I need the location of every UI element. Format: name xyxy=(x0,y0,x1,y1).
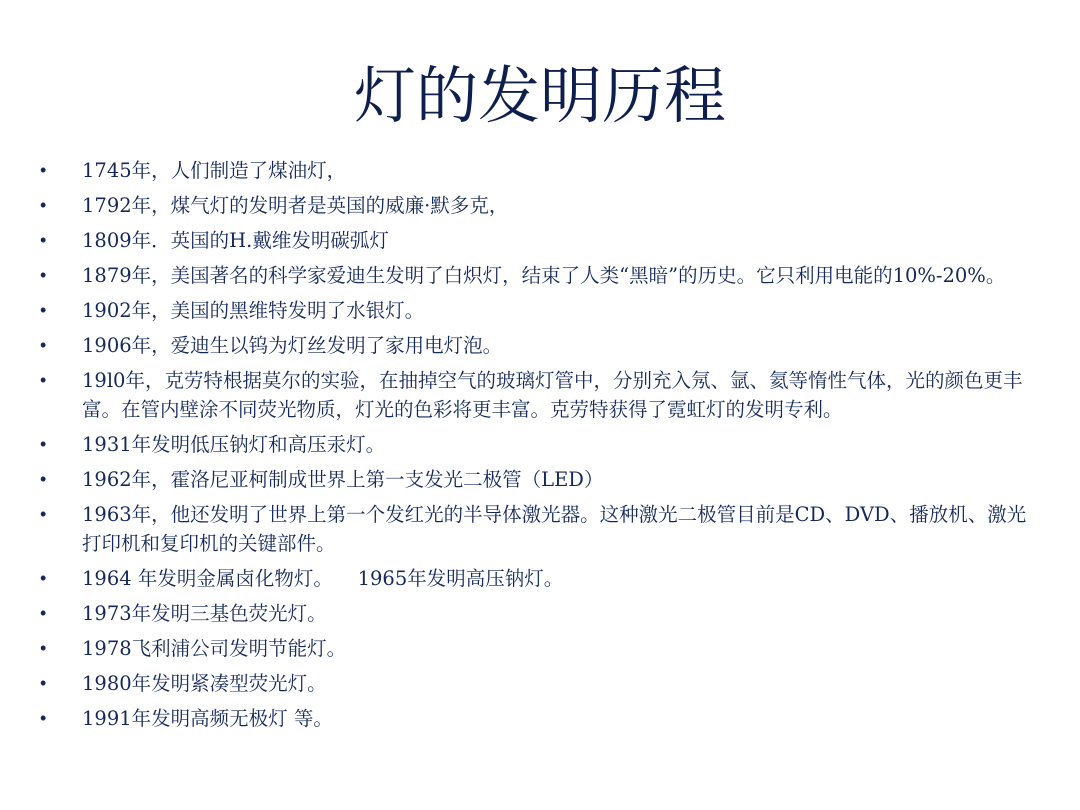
bullet-dot-icon: • xyxy=(40,708,47,728)
bullet-text: 1792年，煤气灯的发明者是英国的威廉·默多克， xyxy=(82,194,509,217)
bullet-dot-icon: • xyxy=(40,300,47,320)
bullet-dot-icon: • xyxy=(40,469,47,489)
bullet-text: 1906年，爱迪生以钨为灯丝发明了家用电灯泡。 xyxy=(82,334,503,357)
bullet-item xyxy=(0,465,1080,494)
bullet-text: 1991年发明高频无极灯 等。 xyxy=(82,707,333,730)
bullet-text: 19l0年，克劳特根据莫尔的实验，在抽掉空气的玻璃灯管中，分别充入氖、氩、氦等惰性气体，光的颜色更丰富。在管内壁涂不同荧光物质，灯光的色彩将更丰富。克劳特获得了霓虹灯的发明专利。 xyxy=(82,369,1023,421)
bullet-text: 1964 年发明金属卤化物灯。 1965年发明高压钠灯。 xyxy=(82,567,564,590)
bullet-item xyxy=(0,704,1080,733)
bullet-dot-icon: • xyxy=(40,265,47,285)
bullet-dot-icon: • xyxy=(40,370,47,390)
bullet-dot-icon: • xyxy=(40,504,47,524)
bullet-dot-icon: • xyxy=(40,434,47,454)
bullet-item xyxy=(0,296,1080,325)
bullet-item xyxy=(0,599,1080,628)
bullet-text: 1973年发明三基色荧光灯。 xyxy=(82,602,327,625)
bullet-dot-icon: • xyxy=(40,230,47,250)
bullet-item xyxy=(0,366,1080,424)
bullet-dot-icon: • xyxy=(40,603,47,623)
bullet-item xyxy=(0,191,1080,220)
bullet-text: 1809年．英国的H.戴维发明碳弧灯 xyxy=(82,229,389,252)
bullet-item xyxy=(0,634,1080,663)
bullet-item xyxy=(0,331,1080,360)
bullet-dot-icon: • xyxy=(40,160,47,180)
bullet-item xyxy=(0,500,1080,558)
bullet-dot-icon: • xyxy=(40,335,47,355)
bullet-dot-icon: • xyxy=(40,568,47,588)
bullet-item xyxy=(0,430,1080,459)
bullet-text: 1879年，美国著名的科学家爱迪生发明了白炽灯，结束了人类“黑暗”的历史。它只利用电能的10%-20%。 xyxy=(82,264,1006,287)
bullet-item xyxy=(0,669,1080,698)
bullet-text: 1902年，美国的黑维特发明了水银灯。 xyxy=(82,299,425,322)
bullet-item xyxy=(0,156,1080,185)
bullet-item xyxy=(0,564,1080,593)
bullet-dot-icon: • xyxy=(40,195,47,215)
slide-title: 灯的发明历程 xyxy=(353,59,726,132)
bullet-text: 1745年，人们制造了煤油灯， xyxy=(82,159,347,182)
bullet-text: 1978飞利浦公司发明节能灯。 xyxy=(82,637,347,660)
bullet-dot-icon: • xyxy=(40,673,47,693)
bullet-item xyxy=(0,226,1080,255)
bullet-text: 1963年，他还发明了世界上第一个发红光的半导体激光器。这种激光二极管目前是CD、DVD、播放机、激光打印机和复印机的关键部件。 xyxy=(82,503,1027,555)
bullet-dot-icon: • xyxy=(40,638,47,658)
bullet-text: 1962年，霍洛尼亚柯制成世界上第一支发光二极管（LED） xyxy=(82,468,604,491)
bullet-item xyxy=(0,261,1080,290)
bullet-text: 1980年发明紧凑型荧光灯。 xyxy=(82,672,327,695)
bullet-text: 1931年发明低压钠灯和高压汞灯。 xyxy=(82,433,386,456)
bullet-list xyxy=(0,156,1080,739)
